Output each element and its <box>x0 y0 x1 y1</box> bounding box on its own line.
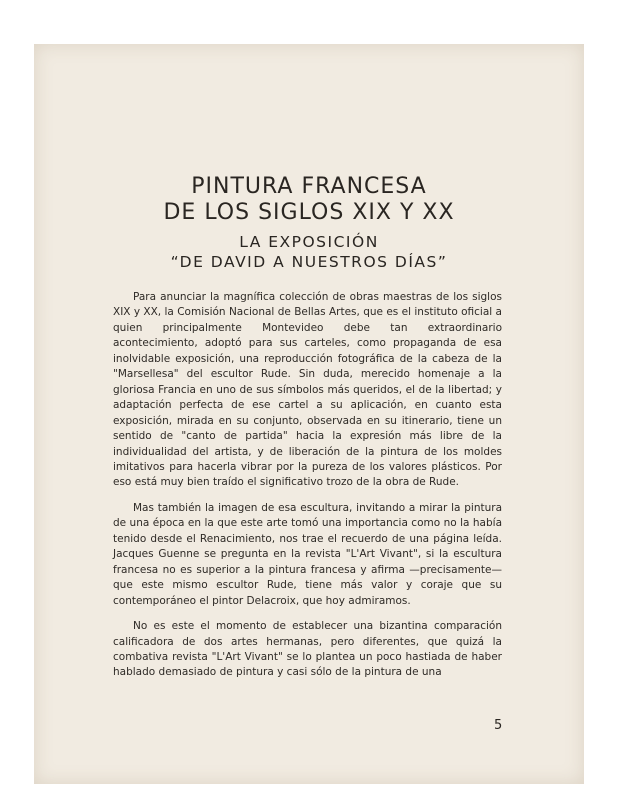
title-line-2: DE LOS SIGLOS XIX Y XX <box>163 200 455 225</box>
subtitle-line-2: “DE DAVID A NUESTROS DÍAS” <box>170 253 448 271</box>
subtitle-line-1: LA EXPOSICIÓN <box>239 233 379 251</box>
title-line-1: PINTURA FRANCESA <box>191 174 427 199</box>
paragraph-1: Para anunciar la magnífica colección de obras maestras de los siglos XIX y XX, la Comisión Nacional de Bellas Artes, que es el instituto oficial a quien principalmente Montevideo debe tan extraordinario acontecimiento, adoptó para sus carteles, como propaganda de esa inolvidable exposición, una reproducción fotográfica de la cabeza de la "Marsellesa" del escultor Rude. Sin duda, merecido homenaje a la gloriosa Francia en uno de sus símbolos más queridos, el de la libertad; y adaptación perfecta de ese cartel a su aplicación, en cuanto esta exposición, mirada en su conjunto, observada en su itinerario, tiene un sentido de "canto de partida" hacia la expresión más libre de la individualidad del artista, y de liberación de la pintura de los moldes imitativos para hacerla vibrar por la pureza de los valores plásticos. Por eso está muy bien traído el significativo trozo de la obra de Rude. <box>113 291 502 489</box>
paragraph-2: Mas también la imagen de esa escultura, invitando a mirar la pintura de una época en la que este arte tomó una importancia como no la había tenido desde el Renacimiento, nos trae el recuerdo de una página leída. Jacques Guenne se pregunta en la revista "L'Art Vivant", si la escultura francesa no es superior a la pintura francesa y afirma —precisamente— que este mismo escultor Rude, tiene más valor y coraje que su contemporáneo el pintor Delacroix, que hoy admiramos. <box>113 501 502 607</box>
page-number: 5 <box>494 718 503 733</box>
article-body <box>113 290 502 691</box>
paragraph-3: No es este el momento de establecer una bizantina comparación calificadora de dos artes hermanas, pero diferentes, que quizá la combativa revista "L'Art Vivant" se lo plantea un poco hastiada de haber hablado demasiado de pintura y casi sólo de la pintura de una <box>113 620 502 679</box>
article-subtitle <box>0 232 618 272</box>
article-title <box>0 174 618 226</box>
